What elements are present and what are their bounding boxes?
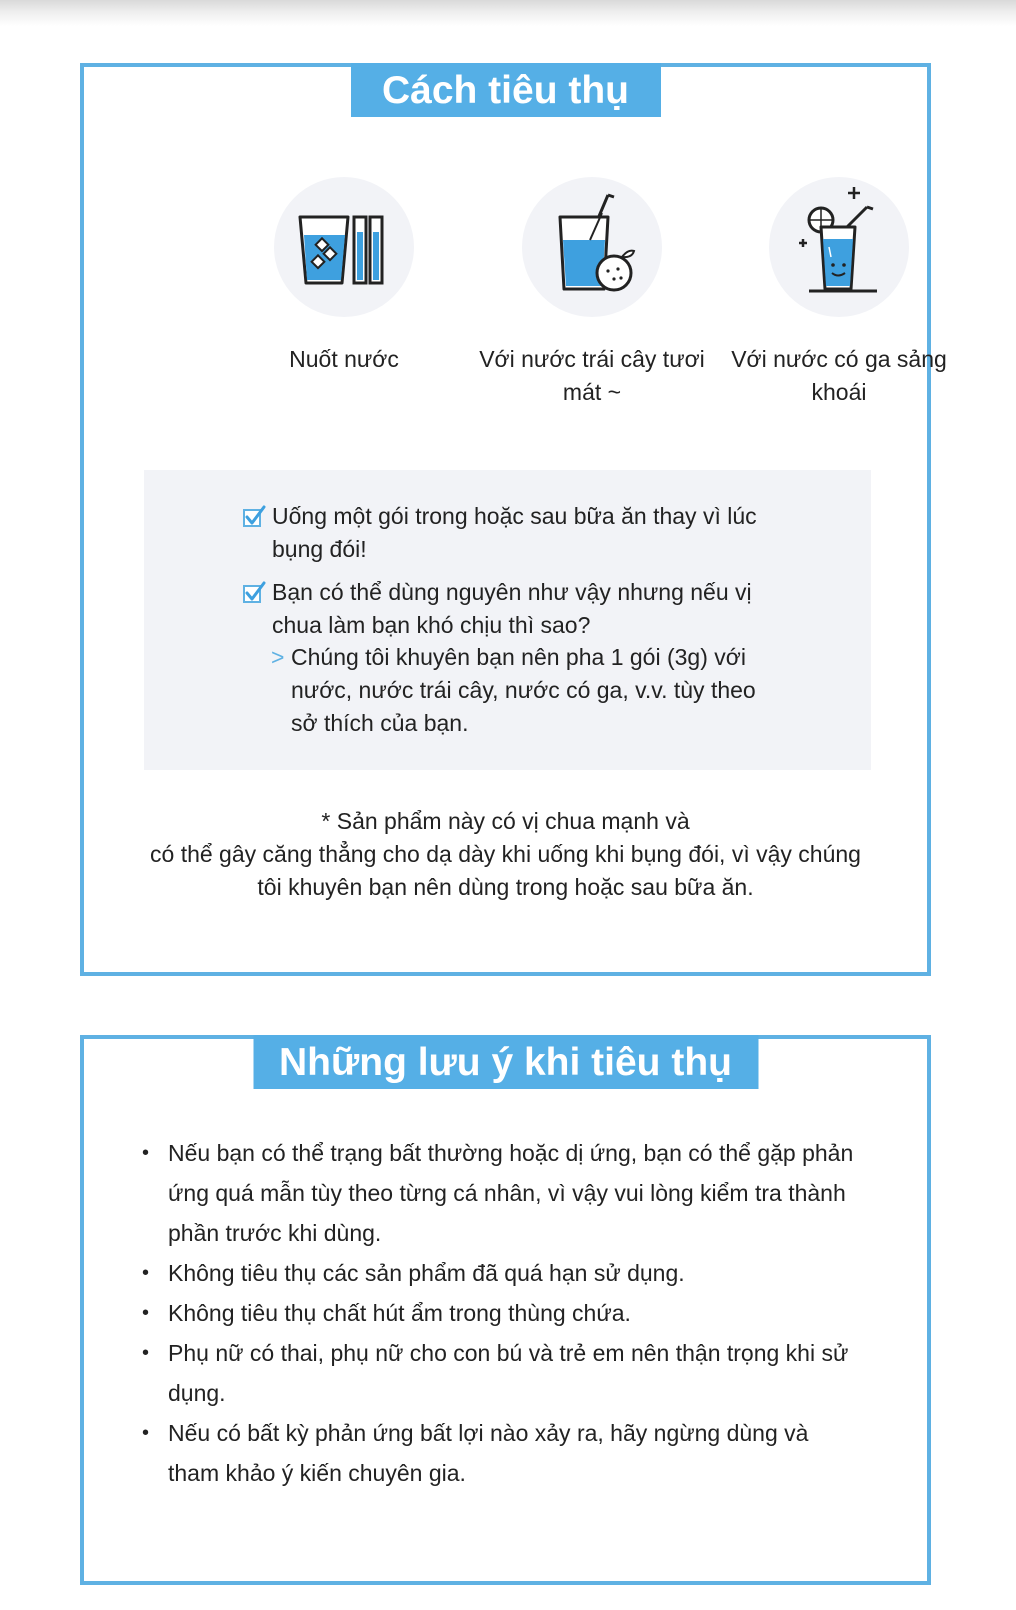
method-sparkling [709, 177, 969, 409]
caution-text: Nếu bạn có thể trạng bất thường hoặc dị ứng, bạn có thể gặp phản ứng quá mẫn tùy theo từng cá nhân, vì vậy vui lòng kiểm tra thành phần trước khi dùng. [168, 1140, 854, 1246]
list-item [142, 1333, 862, 1413]
sub-tip-text: Chúng tôi khuyên bạn nên pha 1 gói (3g) với nước, nước trái cây, nước có ga, v.v. tùy theo sở thích của bạn. [291, 644, 756, 736]
method-juice-circle [522, 177, 662, 317]
bullet: • [142, 1422, 150, 1444]
method-sparkling-label: Với nước có ga sảng khoái [731, 346, 947, 405]
method-water-circle [274, 177, 414, 317]
cautions-title: Những lưu ý khi tiêu thụ [253, 1035, 758, 1089]
method-juice-label: Với nước trái cây tươi mát ~ [479, 346, 705, 405]
method-juice [462, 177, 722, 409]
bullet: • [142, 1302, 150, 1324]
tip-text: Uống một gói trong hoặc sau bữa ăn thay vì lúc bụng đói! [272, 503, 757, 562]
method-water-label: Nuốt nước [289, 346, 399, 372]
tip-item [242, 500, 772, 566]
tip-item [242, 576, 772, 642]
note-line: * Sản phẩm này có vị chua mạnh và [321, 808, 690, 834]
caution-text: Không tiêu thụ chất hút ẩm trong thùng chứa. [168, 1300, 631, 1326]
bullet: • [142, 1142, 150, 1164]
usage-panel [80, 63, 947, 976]
caution-list [142, 1133, 862, 1493]
list-item [142, 1293, 862, 1333]
checkbox-checked-icon [242, 504, 266, 528]
usage-title: Cách tiêu thụ [351, 63, 661, 117]
method-sparkling-circle [769, 177, 909, 317]
list-item [142, 1413, 862, 1493]
caution-text: Không tiêu thụ các sản phẩm đã quá hạn sử dụng. [168, 1260, 685, 1286]
list-item [142, 1253, 862, 1293]
bullet: • [142, 1262, 150, 1284]
sparkling-drink-icon [769, 177, 909, 317]
method-water [214, 177, 474, 376]
water-glass-with-sticks-icon [274, 177, 414, 317]
checkbox-checked-icon [242, 580, 266, 604]
tip-text: Bạn có thể dùng nguyên như vậy nhưng nếu vị chua làm bạn khó chịu thì sao? [272, 579, 752, 638]
sub-tip [271, 641, 771, 740]
juice-glass-with-orange-icon [522, 177, 662, 317]
caution-text: Nếu có bất kỳ phản ứng bất lợi nào xảy ra, hãy ngừng dùng và tham khảo ý kiến chuyên gia. [168, 1420, 809, 1486]
acidity-note [84, 805, 927, 904]
note-line: có thể gây căng thẳng cho dạ dày khi uống khi bụng đói, vì vậy chúng [150, 841, 861, 867]
cautions-panel [80, 1035, 931, 1585]
note-line: tôi khuyên bạn nên dùng trong hoặc sau bữa ăn. [257, 874, 754, 900]
caution-text: Phụ nữ có thai, phụ nữ cho con bú và trẻ em nên thận trọng khi sử dụng. [168, 1340, 849, 1406]
bullet: • [142, 1342, 150, 1364]
tips-box [144, 470, 871, 770]
chevron-right-icon: > [271, 644, 285, 670]
list-item [142, 1133, 862, 1253]
top-shadow [0, 0, 1016, 26]
